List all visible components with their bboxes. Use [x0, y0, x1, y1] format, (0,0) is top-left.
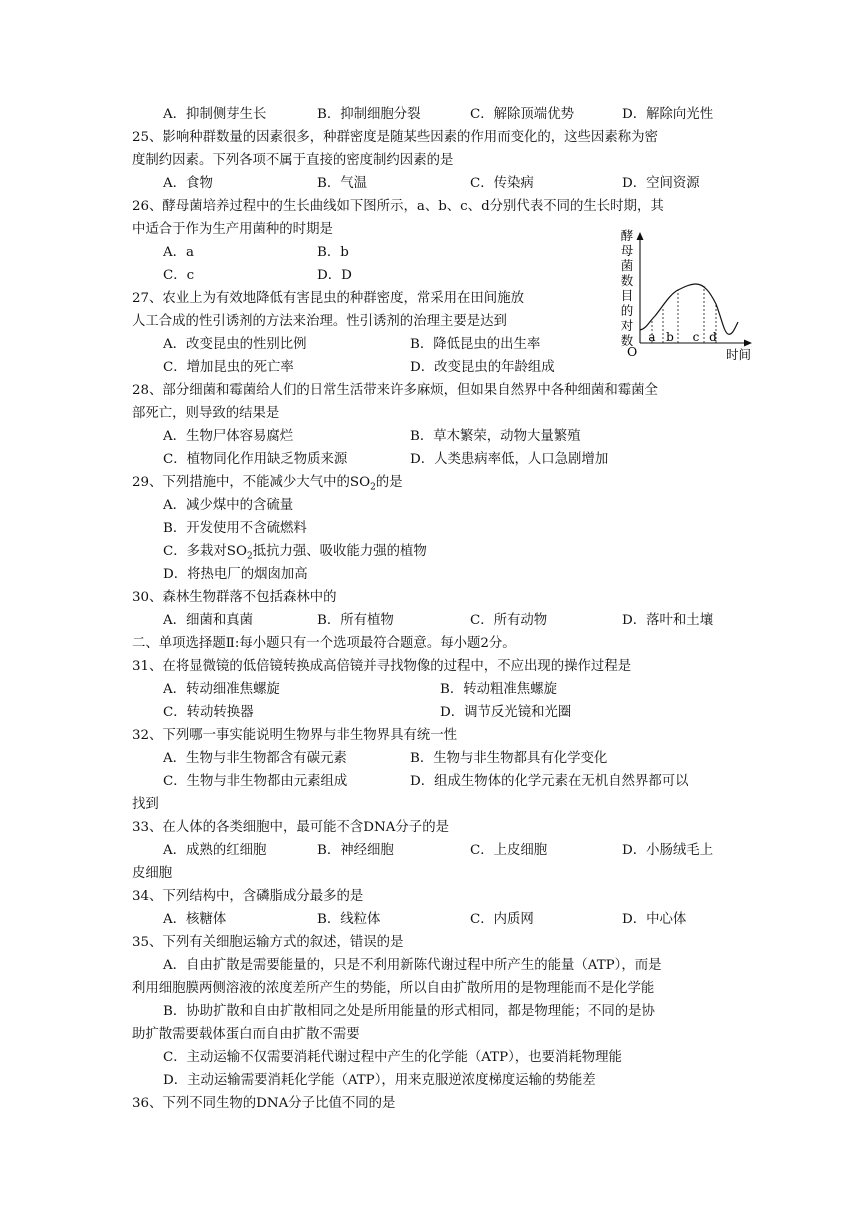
y-axis-label-char: 母 [620, 243, 634, 258]
q29-option-c: C．多栽对$SO_2$抵抗力强、吸收能力强的植物 [163, 544, 427, 562]
q25-option-a: A．食物 [163, 176, 213, 191]
q29-option-d: D．将热电厂的烟囱加高 [163, 567, 308, 582]
q30-option-c: C．所有动物 [470, 613, 548, 628]
phase-label-d: d [709, 330, 717, 344]
q27-stem-line1: 27、农业上为有效地降低有害昆虫的种群密度，常采用在田间施放 [132, 291, 524, 306]
q25-option-b: B．气温 [317, 176, 368, 191]
q35-option-a-line1: A．自由扩散是需要能量的，只是不利用新陈代谢过程中所产生的能量（ATP），而是 [163, 958, 662, 973]
q33-option-a: A．成熟的红细胞 [163, 843, 267, 858]
q32-stem: 32、下列哪一事实能说明生物界与非生物界具有统一性 [132, 728, 458, 743]
q25-stem-line1: 25、影响种群数量的因素很多，种群密度是随某些因素的作用而变化的，这些因素称为密 [132, 130, 658, 145]
q24-option-d: D．解除向光性 [622, 107, 714, 122]
y-axis-label-char: 的 [620, 303, 634, 318]
phase-label-b: b [666, 330, 674, 344]
y-axis-label-char: 数 [620, 333, 634, 348]
y-axis-label-char: 酵 [620, 228, 634, 243]
q26-option-a: A．a [163, 245, 195, 260]
q30-option-b: B．所有植物 [317, 613, 394, 628]
q34-stem: 34、下列结构中，含磷脂成分最多的是 [132, 889, 364, 904]
origin-label: O [627, 344, 638, 359]
q25-option-c: C．传染病 [470, 176, 534, 191]
q34-option-b: B．线粒体 [317, 912, 381, 927]
q27-option-b: B．降低昆虫的出生率 [410, 337, 541, 352]
q29-stem: 29、下列措施中，不能减少大气中的$SO_2$的是 [132, 475, 403, 493]
q33-option-b: B．神经细胞 [317, 843, 394, 858]
q32-option-a: A．生物与非生物都含有碳元素 [163, 751, 347, 766]
q24-option-c: C．解除顶端优势 [470, 107, 574, 122]
y-axis-label-char: 数 [620, 273, 634, 288]
section-2-heading: 二、单项选择题Ⅱ:每小题只有一个选项最符合题意。每小题2分。 [132, 636, 516, 651]
q31-option-c: C．转动转换器 [163, 705, 254, 720]
q34-option-c: C．内质网 [470, 912, 534, 927]
q33-stem: 33、在人体的各类细胞中，最可能不含DNA分子的是 [132, 820, 449, 835]
q28-stem-line2: 部死亡，则导致的结果是 [132, 406, 280, 421]
q30-option-a: A．细菌和真菌 [163, 613, 254, 628]
q31-stem: 31、在将显微镜的低倍镜转换成高倍镜并寻找物像的过程中，不应出现的操作过程是 [132, 659, 632, 674]
q33-option-c: C．上皮细胞 [470, 843, 548, 858]
q26-option-d: D．D [317, 268, 352, 283]
yeast-growth-curve-figure [618, 226, 758, 364]
q24-option-b: B．抑制细胞分裂 [317, 107, 421, 122]
q32-option-d-continuation: 找到 [132, 797, 159, 812]
q29-option-a: A．减少煤中的含硫量 [163, 498, 294, 513]
q35-stem: 35、下列有关细胞运输方式的叙述，错误的是 [132, 935, 404, 950]
q33-option-d-continuation: 皮细胞 [132, 866, 173, 881]
q32-option-d: D．组成生物体的化学元素在无机自然界都可以 [410, 774, 689, 789]
q35-option-a-line2: 利用细胞膜两侧溶液的浓度差所产生的势能，所以自由扩散所用的是物理能而不是化学能 [132, 981, 655, 996]
q31-option-d: D．调节反光镜和光圈 [440, 705, 572, 720]
q34-option-a: A．核糖体 [163, 912, 227, 927]
q35-option-b-line1: B．协助扩散和自由扩散相同之处是所用能量的形式相同，都是物理能；不同的是协 [163, 1004, 655, 1019]
q33-option-d: D．小肠绒毛上 [622, 843, 714, 858]
q36-stem: 36、下列不同生物的DNA分子比值不同的是 [132, 1096, 396, 1111]
y-axis-label-char: 对 [620, 318, 634, 333]
y-axis-label-char: 菌 [620, 258, 634, 273]
q25-stem-line2: 度制约因素。下列各项不属于直接的密度制约因素的是 [132, 153, 454, 168]
q35-option-c: C．主动运输不仅需要消耗代谢过程中产生的化学能（ATP），也要消耗物理能 [163, 1050, 622, 1065]
q26-option-b: B．b [317, 245, 349, 260]
q31-option-a: A．转动细准焦螺旋 [163, 682, 280, 697]
phase-label-a: a [648, 330, 656, 344]
x-axis-arrow-icon [744, 340, 752, 347]
q35-option-b-line2: 助扩散需要载体蛋白而自由扩散不需要 [132, 1027, 360, 1042]
q28-option-c: C．植物同化作用缺乏物质来源 [163, 452, 348, 467]
q25-option-d: D．空间资源 [622, 176, 700, 191]
y-axis-label-char: 目 [620, 288, 634, 303]
y-axis-arrow-icon [637, 232, 644, 240]
growth-curve [640, 284, 738, 334]
phase-label-c: c [692, 330, 700, 344]
q30-stem: 30、森林生物群落不包括森林中的 [132, 590, 337, 605]
q26-option-c: C．c [163, 268, 195, 283]
q32-option-b: B．生物与非生物都具有化学变化 [410, 751, 608, 766]
q29-option-b: B．开发使用不含硫燃料 [163, 521, 307, 536]
q27-option-c: C．增加昆虫的死亡率 [163, 360, 294, 375]
q27-stem-line2: 人工合成的性引诱剂的方法来治理。性引诱剂的治理主要是达到 [132, 314, 507, 329]
q28-option-b: B．草木繁荣，动物大量繁殖 [410, 429, 581, 444]
q35-option-d: D．主动运输需要消耗化学能（ATP），用来克服逆浓度梯度运输的势能差 [163, 1073, 596, 1088]
q26-stem-line2: 中适合于作为生产用菌种的时期是 [132, 222, 333, 237]
q30-option-d: D．落叶和土壤 [622, 613, 714, 628]
q34-option-d: D．中心体 [622, 912, 687, 927]
q28-option-d: D．人类患病率低，人口急剧增加 [410, 452, 609, 467]
q24-option-a: A．抑制侧芽生长 [163, 107, 267, 122]
q27-option-a: A．改变昆虫的性别比例 [163, 337, 307, 352]
q28-stem-line1: 28、部分细菌和霉菌给人们的日常生活带来许多麻烦，但如果自然界中各种细菌和霉菌全 [132, 383, 658, 398]
q28-option-a: A．生物尸体容易腐烂 [163, 429, 294, 444]
q31-option-b: B．转动粗准焦螺旋 [440, 682, 557, 697]
q27-option-d: D．改变昆虫的年龄组成 [410, 360, 555, 375]
q32-option-c: C．生物与非生物都由元素组成 [163, 774, 348, 789]
x-axis-label: 时间 [726, 347, 752, 362]
q26-stem-line1: 26、酵母菌培养过程中的生长曲线如下图所示，a、b、c、d分别代表不同的生长时期，其 [132, 199, 664, 214]
